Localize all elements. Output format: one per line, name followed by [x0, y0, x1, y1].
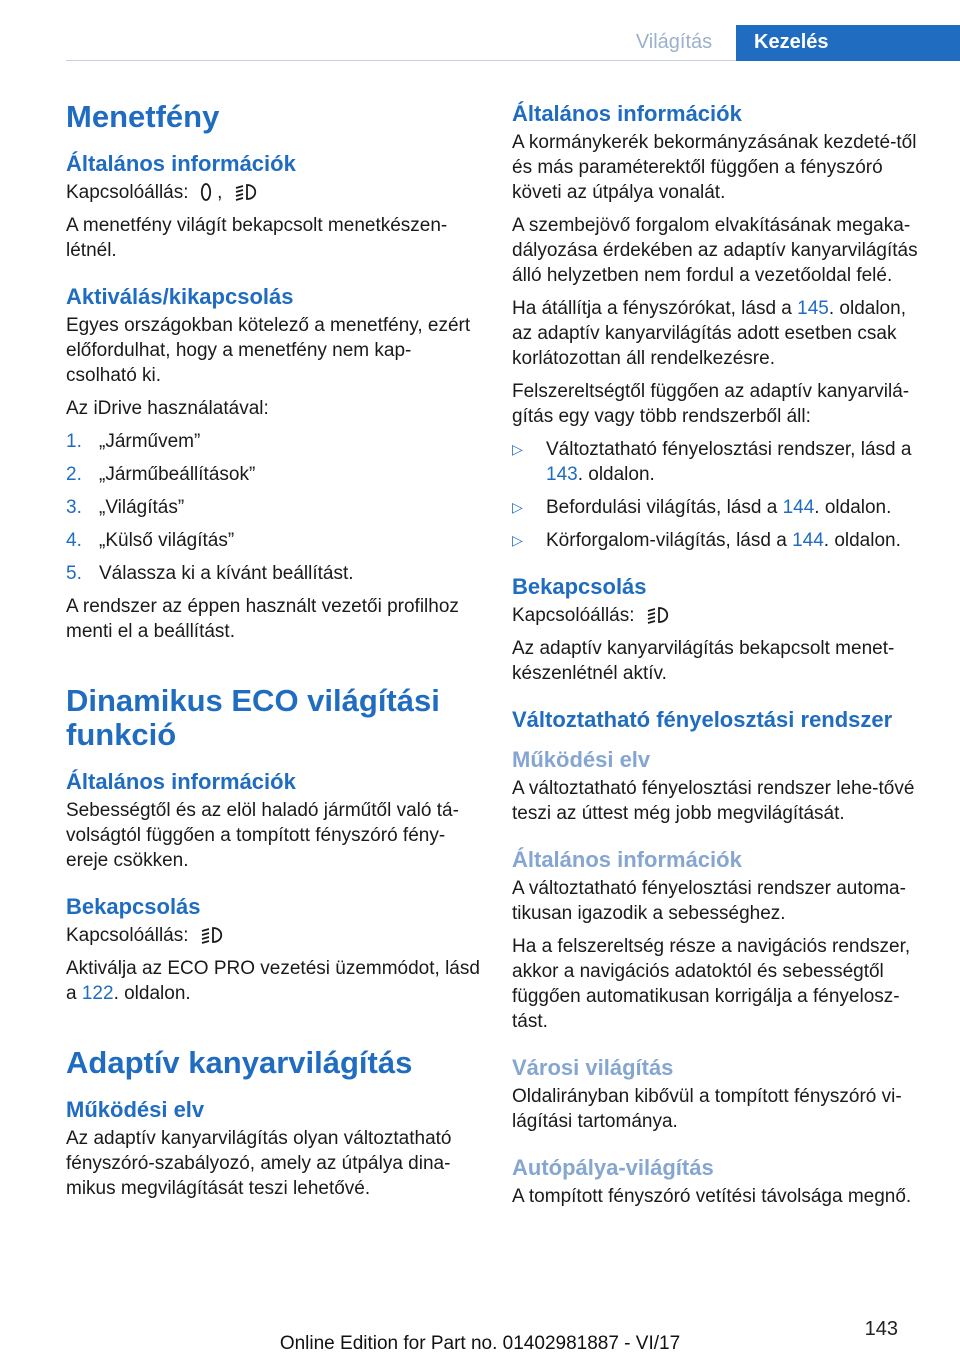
bullet-text-end: . oldalon.	[814, 497, 892, 518]
heading-menetfeny: Menetfény	[66, 99, 220, 134]
step-number: 3.	[66, 497, 82, 518]
bullet-triangle-icon: ▷	[512, 499, 523, 515]
switch-position-line-3	[512, 603, 926, 628]
step-number: 5.	[66, 563, 82, 584]
switch-position-line-1	[66, 180, 480, 205]
step-text: Válassza ki a kívánt beállítást.	[99, 563, 354, 584]
idrive-steps-list	[66, 429, 480, 586]
page-link-122[interactable]: 122	[81, 983, 114, 1004]
step-text: „Járművem”	[99, 431, 201, 452]
heading-varosi: Városi világítás	[512, 1055, 674, 1080]
paragraph-varosi: Oldalirányban kibővül a tompított fényszóró vi‐lágítási tartománya.	[512, 1086, 902, 1132]
header-section-tab[interactable]: Világítás	[635, 31, 713, 53]
paragraph-valtoz-2: A változtatható fényelosztási rendszer automa‐tikusan igazodik a sebességhez.	[512, 878, 906, 924]
bullet-triangle-icon: ▷	[512, 441, 523, 457]
left-column	[66, 100, 480, 1209]
step-number: 1.	[66, 431, 82, 452]
header-chapter-tab[interactable]: Kezelés	[736, 25, 960, 61]
step-text: „Világítás”	[99, 497, 185, 518]
eco-pro-text: Aktiválja az ECO PRO vezetési üzemmódot, lásd a	[66, 958, 480, 1004]
paragraph-atallitas	[512, 296, 926, 371]
page-link-144[interactable]: 144	[782, 497, 815, 518]
paragraph-szembejovo: A szembejövő forgalom elvakításának megaka‐dályozása érdekében az adaptív kanyarvilágítás álló helyzetben nem fordul a vezetőoldal felé.	[512, 215, 918, 286]
bullet-triangle-icon: ▷	[512, 532, 523, 548]
heading-bekapcsolas-1: Bekapcsolás	[66, 894, 201, 919]
step-text: „Járműbeállítások”	[99, 464, 256, 485]
low-beam-icon	[234, 182, 260, 202]
step-text: „Külső világítás”	[99, 530, 235, 551]
heading-mukodesi-2: Működési elv	[512, 747, 651, 772]
heading-altalanos-1: Általános információk	[66, 151, 296, 176]
bullet-text: Változtatható fényelosztási rendszer, lásd a	[546, 439, 912, 460]
system-bullet-list	[512, 437, 926, 553]
bullet-text-end: . oldalon.	[823, 530, 901, 551]
page-link-145[interactable]: 145	[797, 298, 829, 319]
bullet-text: Körforgalom-világítás, lásd a	[546, 530, 787, 551]
heading-mukodesi-1: Működési elv	[66, 1097, 205, 1122]
heading-altalanos-2: Általános információk	[66, 769, 296, 794]
paragraph-rendszer: A rendszer az éppen használt vezetői profilhoz menti el a beállítást.	[66, 596, 459, 642]
list-item	[66, 561, 480, 586]
list-item	[66, 495, 480, 520]
switch-position-label: Kapcsolóállás:	[66, 182, 189, 203]
page-link-143[interactable]: 143	[546, 464, 578, 485]
atallitas-text: Ha átállítja a fényszórókat, lásd a	[512, 298, 792, 319]
page-number: 143	[864, 1318, 898, 1340]
heading-valtoztathato: Változtatható fényelosztási rendszer	[512, 707, 893, 732]
right-column	[512, 100, 926, 1217]
eco-pro-text-end: . oldalon.	[113, 983, 191, 1004]
list-item	[66, 462, 480, 487]
switch-position-label: Kapcsolóállás:	[512, 605, 635, 626]
paragraph-menetfeny: A menetfény világít bekapcsolt menetkészen‐létnél.	[66, 215, 448, 261]
heading-altalanos-3: Általános információk	[512, 101, 742, 126]
paragraph-adaptiv: Az adaptív kanyarvilágítás olyan változtatható fényszóró-szabályozó, amely az útpálya dina‐mikus megvilágítását teszi lehetővé.	[66, 1128, 452, 1199]
page-link-144[interactable]: 144	[792, 530, 824, 551]
bullet-text: Befordulási világítás, lásd a	[546, 497, 778, 518]
paragraph-kormany: A kormánykerék bekormányzásának kezdeté‐től és más paraméterektől függően a fényszóró követi az útpálya vonalát.	[512, 132, 917, 203]
heading-aktivalas: Aktiválás/kikapcsolás	[66, 284, 294, 309]
paragraph-adaptiv-bekapcs: Az adaptív kanyarvilágítás bekapcsolt menet‐készenlétnél aktív.	[512, 638, 895, 684]
heading-dinamikus-eco: Dinamikus ECO világítási funkció	[66, 683, 440, 752]
paragraph-idrive: Az iDrive használatával:	[66, 398, 269, 419]
paragraph-eco-pro	[66, 956, 480, 1006]
edition-footer: Online Edition for Part no. 01402981887 - VI/17	[279, 1333, 681, 1354]
paragraph-valtoz-1: A változtatható fényelosztási rendszer lehe‐tővé teszi az úttest még jobb megvilágítását.	[512, 778, 915, 824]
list-item	[66, 528, 480, 553]
paragraph-egyes-orszagok: Egyes országokban kötelező a menetfény, ezért előfordulhat, hogy a menetfény nem kap‐csolható ki.	[66, 315, 471, 386]
heading-bekapcsolas-2: Bekapcsolás	[512, 574, 647, 599]
paragraph-sebesseg: Sebességtől és az elöl haladó járműtől való tá‐volságtól függően a tompított fényszóró fény‐ereje csökken.	[66, 800, 459, 871]
paragraph-felszereltseg: Felszereltségtől függően az adaptív kanyarvilá‐gítás egy vagy több rendszerből áll:	[512, 381, 910, 427]
low-beam-icon	[646, 605, 672, 625]
list-item	[512, 495, 926, 520]
heading-altalanos-4: Általános információk	[512, 847, 742, 872]
heading-autopalya: Autópálya-világítás	[512, 1155, 714, 1180]
parking-light-icon	[200, 182, 212, 202]
step-number: 4.	[66, 530, 82, 551]
low-beam-icon	[200, 925, 226, 945]
atallitas-text-end: . oldalon, az adaptív kanyarvilágítás adott esetben csak korlátozottan áll rendelkezésre.	[512, 298, 906, 369]
list-item	[66, 429, 480, 454]
switch-separator: ,	[217, 182, 223, 203]
paragraph-autopalya: A tompított fényszóró vetítési távolsága megnő.	[512, 1186, 912, 1207]
switch-position-line-2	[66, 923, 480, 948]
list-item	[512, 437, 926, 487]
paragraph-navigacio: Ha a felszereltség része a navigációs rendszer, akkor a navigációs adatoktól és sebességtől függően automatikusan korrigálja a fényelosz‐tást.	[512, 936, 911, 1032]
step-number: 2.	[66, 464, 82, 485]
heading-adaptiv: Adaptív kanyarvilágítás	[66, 1045, 413, 1080]
switch-position-label: Kapcsolóállás:	[66, 925, 189, 946]
bullet-text-end: . oldalon.	[577, 464, 655, 485]
list-item	[512, 528, 926, 553]
